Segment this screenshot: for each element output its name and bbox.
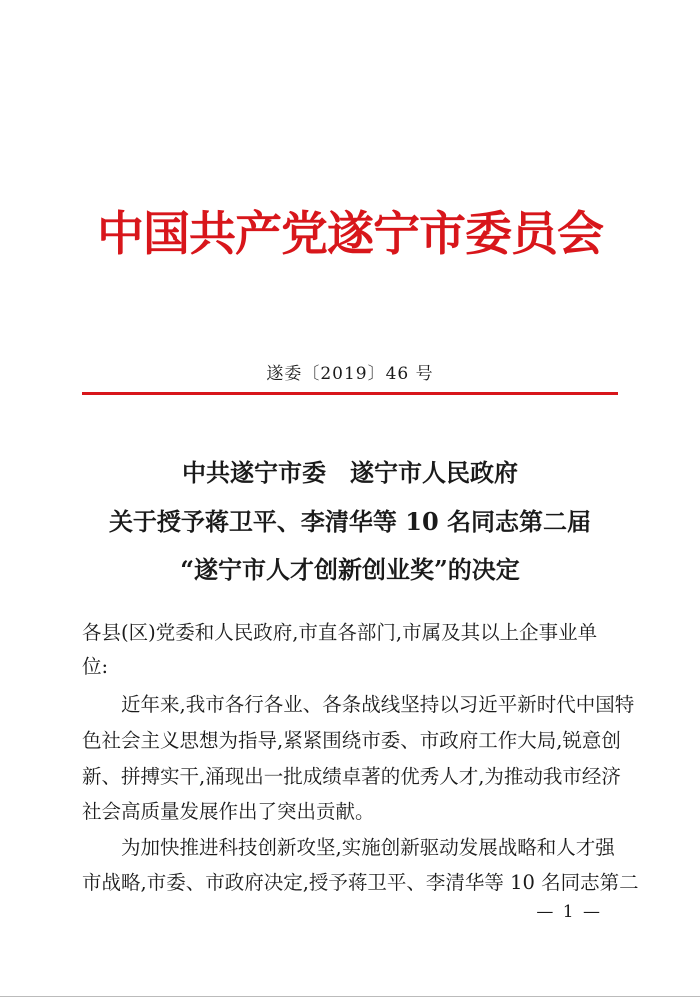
paragraph-1-line-4: 社会高质量发展作出了突出贡献。 (82, 800, 375, 823)
document-number: 遂委〔2019〕46 号 (266, 364, 434, 384)
masthead-title: 中国共产党遂宁市委员会 (97, 207, 603, 262)
page-number: — 1 — (536, 902, 602, 922)
paragraph-1-line-3: 新、拼搏实干,涌现出一批成绩卓著的优秀人才,为推动我市经济 (82, 765, 621, 788)
paragraph-2-line-2: 市战略,市委、市政府决定,授予蒋卫平、李清华等 10 名同志第二 (82, 871, 639, 894)
document-title-line-3: “遂宁市人才创新创业奖”的决定 (180, 555, 520, 584)
red-separator-line (82, 392, 618, 395)
salutation-line-1: 各县(区)党委和人民政府,市直各部门,市属及其以上企事业单 (82, 621, 598, 644)
paragraph-1-line-1: 近年来,我市各行各业、各条战线坚持以习近平新时代中国特 (121, 693, 635, 716)
salutation-line-2: 位: (82, 655, 109, 678)
paragraph-1-line-2: 色社会主义思想为指导,紧紧围绕市委、市政府工作大局,锐意创 (82, 729, 621, 752)
document-title-line-1: 中共遂宁市委 遂宁市人民政府 (182, 458, 518, 487)
page-bottom-edge (0, 996, 700, 997)
document-title-line-2: 关于授予蒋卫平、李清华等 10 名同志第二届 (108, 507, 592, 536)
paragraph-2-line-1: 为加快推进科技创新攻坚,实施创新驱动发展战略和人才强 (121, 836, 615, 859)
